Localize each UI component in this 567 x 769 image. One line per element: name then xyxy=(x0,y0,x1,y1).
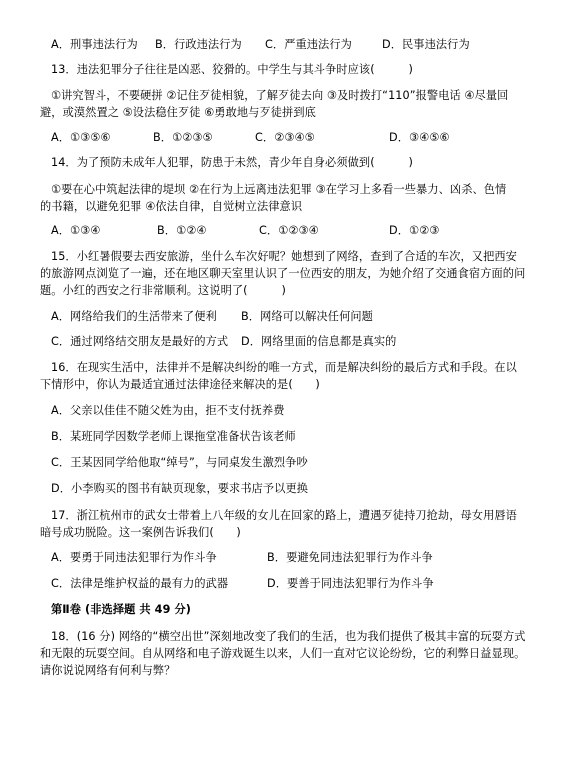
q15-option-d: D．网络里面的信息都是真实的 xyxy=(241,335,397,348)
q14-option-d: D．①②③ xyxy=(389,224,440,237)
q14-body-line2: 的书籍，以避免犯罪 ④依法自律，自觉树立法律意识 xyxy=(40,200,303,213)
q18-line2: 和无限的玩耍空间。自从网络和电子游戏诞生以来，人们一直对它议论纷纷，它的利弊日益显现。 xyxy=(40,647,526,660)
q12-option-d: D．民事违法行为 xyxy=(382,38,470,51)
q12-option-b: B．行政违法行为 xyxy=(155,38,242,51)
q15-options-row1 xyxy=(51,310,373,324)
q15-option-c: C．通过网络结交朋友是最好的方式 xyxy=(51,335,229,348)
q17-option-a: A．要勇于同违法犯罪行为作斗争 xyxy=(51,551,217,564)
section-2-heading: 第Ⅱ卷 (非选择题 共 49 分) xyxy=(51,603,191,616)
q17-line2: 暗号成功脱险。这一案例告诉我们( ) xyxy=(40,526,241,539)
q18-line3: 请你说说网络有何利与弊？ xyxy=(40,664,176,677)
q17-options-row1 xyxy=(51,551,433,565)
q13-body-line1: ①讲究智斗，不要硬拼 ②记住歹徒相貌，了解歹徒去向 ③及时拨打“110”报警电话 ④尽量回 xyxy=(51,89,509,102)
q14-body-line1: ①要在心中筑起法律的堤坝 ②在行为上远离违法犯罪 ③在学习上多看一些暴力、凶杀、色情 xyxy=(51,183,507,196)
q14-options-row xyxy=(51,224,439,238)
q16-line2: 下情形中，你认为最适宜通过法律途径来解决的是( ) xyxy=(40,378,320,391)
q14-option-c: C．①②③④ xyxy=(259,224,319,237)
q15-option-a: A．网络给我们的生活带来了便利 xyxy=(51,310,217,323)
q12-options-row xyxy=(51,38,470,52)
q13-body-line2: 避，或漠然置之 ⑤设法稳住歹徒 ⑥勇敢地与歹徒拼到底 xyxy=(40,106,316,119)
q15-option-b: B．网络可以解决任何问题 xyxy=(241,310,373,323)
q16-line1: 16．在现实生活中，法律并不是解决纠纷的唯一方式，而是解决纠纷的最后方式和手段。在以 xyxy=(51,361,517,374)
q15-line1: 15．小红暑假要去西安旅游，坐什么车次好呢？她想到了网络，查到了合适的车次，又把西安 xyxy=(51,250,517,263)
q13-option-a: A．①③⑤⑥ xyxy=(51,131,111,144)
q16-option-b: B．某班同学因数学老师上课拖堂准备状告该老师 xyxy=(51,430,296,443)
q17-option-b: B．要避免同违法犯罪行为作斗争 xyxy=(267,551,433,564)
q13-options-row xyxy=(51,131,450,145)
q18-line1: 18．(16 分) 网络的“横空出世”深刻地改变了我们的生活，也为我们提供了极其丰富的玩耍方式 xyxy=(51,630,526,643)
q15-line2: 的旅游网点浏览了一遍，还在地区聊天室里认识了一位西安的朋友，为她介绍了交通食宿方面的问 xyxy=(40,267,526,280)
q12-option-c: C．严重违法行为 xyxy=(265,38,352,51)
q14-stem: 14．为了预防未成年人犯罪，防患于未然，青少年自身必须做到( ) xyxy=(51,156,413,169)
q16-option-d: D．小李购买的图书有缺页现象，要求书店予以更换 xyxy=(51,482,309,495)
q13-stem: 13．违法犯罪分子往往是凶恶、狡猾的。中学生与其斗争时应该( ) xyxy=(51,63,413,76)
q16-option-c: C．王某因同学给他取“绰号”，与同桌发生激烈争吵 xyxy=(51,456,308,469)
q14-option-b: B．①②④ xyxy=(157,224,207,237)
q17-line1: 17．浙江杭州市的武女士带着上八年级的女儿在回家的路上，遭遇歹徒持刀抢劫，母女用唇语 xyxy=(51,509,517,522)
q15-options-row2 xyxy=(51,335,396,349)
q13-option-d: D．③④⑤⑥ xyxy=(389,131,450,144)
q15-line3: 题。小红的西安之行非常顺利。这说明了( ) xyxy=(40,284,286,297)
q13-option-b: B．①②③⑤ xyxy=(153,131,213,144)
q17-options-row2 xyxy=(51,577,434,591)
q14-option-a: A．①③④ xyxy=(51,224,101,237)
q17-option-c: C．法律是维护权益的最有力的武器 xyxy=(51,577,229,590)
q16-option-a: A．父亲以佳佳不随父姓为由，拒不支付抚养费 xyxy=(51,404,285,417)
q13-option-c: C．②③④⑤ xyxy=(255,131,315,144)
q12-option-a: A．刑事违法行为 xyxy=(51,38,138,51)
q17-option-d: D．要善于同违法犯罪行为作斗争 xyxy=(267,577,434,590)
